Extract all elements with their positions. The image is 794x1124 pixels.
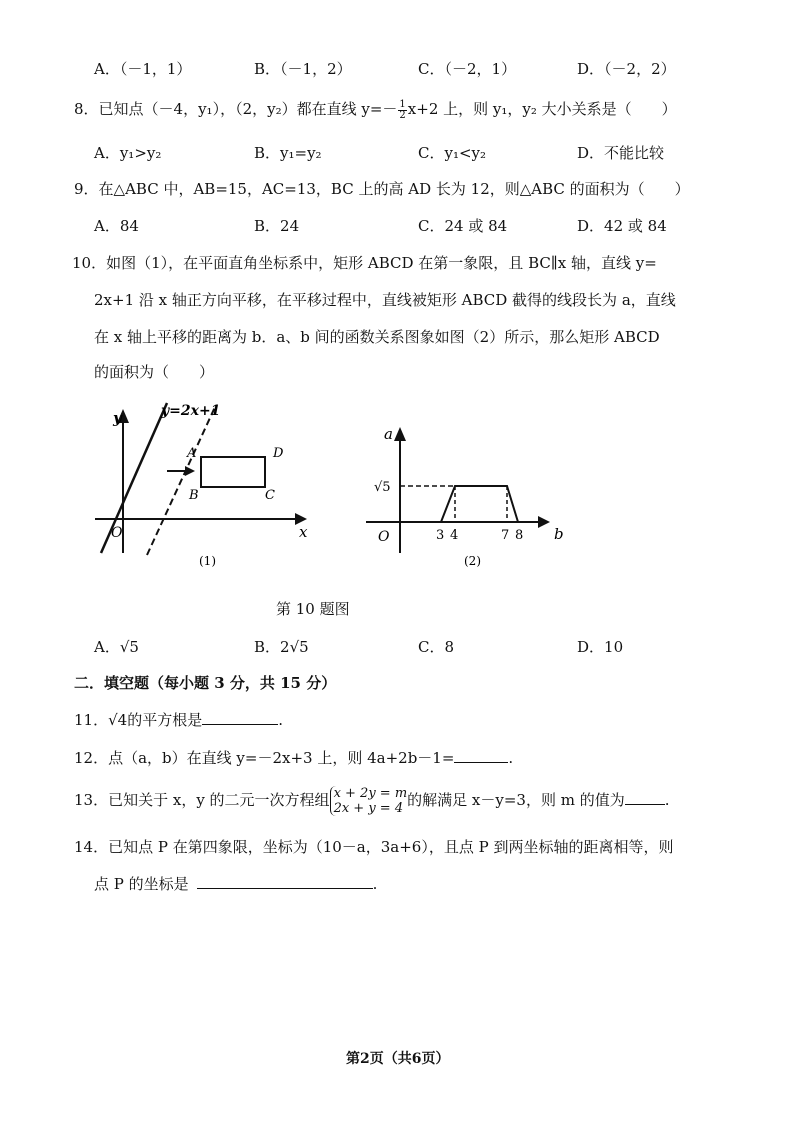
q10-stem-line2: 2x+1 沿 x 轴正方向平移，在平移过程中，直线被矩形 ABCD 截得的线段长为 a，直线 <box>94 291 676 309</box>
q8-stem-part1: 8．已知点（－4，y₁），（2，y₂）都在直线 y=－ <box>74 100 398 118</box>
q14-end: . <box>372 875 378 893</box>
q9-option-c: C．24 或 84 <box>418 217 508 235</box>
q10-stem-line1: 10．如图（1），在平面直角坐标系中，矩形 ABCD 在第一象限，且 BC∥x 轴，直线 y= <box>72 254 657 272</box>
q14-stem: 点 P 的坐标是 <box>94 875 189 893</box>
q10-figure-2 <box>360 393 570 573</box>
q7-option-d: D．（－2，2） <box>577 60 676 78</box>
fig2-y-label: a <box>384 425 393 443</box>
section-2-title: 二．填空题（每小题 3 分，共 15 分） <box>74 674 337 692</box>
q13-eq2: 2x + y = 4 <box>333 801 404 816</box>
fig2-x-arrow <box>538 516 550 528</box>
q9-option-b: B．24 <box>254 217 300 235</box>
q8-option-d: D．不能比较 <box>577 144 665 162</box>
q10-option-c: C．8 <box>418 638 455 656</box>
q10-option-a: A．√5 <box>94 638 139 656</box>
fig1-line-dashed <box>147 407 215 555</box>
q8-option-b: B．y₁=y₂ <box>254 144 322 162</box>
q8-fraction-denominator: 2 <box>399 109 406 121</box>
q11-stem: 11．√4的平方根是 <box>74 711 203 729</box>
q13-stem-part1: 13．已知关于 x，y 的二元一次方程组 <box>74 791 330 809</box>
q7-option-a: A．（－1，1） <box>94 60 192 78</box>
fig1-point-c: C <box>265 488 275 503</box>
fig1-origin-label: O <box>111 525 123 541</box>
q12-answer-blank[interactable] <box>454 748 508 763</box>
q8-fraction <box>398 100 406 121</box>
q13-equation-system <box>330 786 408 816</box>
fig2-x-tick-8: 8 <box>515 528 524 543</box>
q9-option-d: D．42 或 84 <box>577 217 667 235</box>
q14-answer-blank[interactable] <box>197 874 373 889</box>
q10-figure-title: 第 10 题图 <box>276 600 350 618</box>
fig2-x-tick-4: 4 <box>450 528 459 543</box>
fig1-point-a: A <box>187 446 197 461</box>
page-footer: 第2页（共6页） <box>346 1051 450 1067</box>
fig1-rectangle-abcd <box>201 457 265 487</box>
q14-line1: 14．已知点 P 在第四象限，坐标为（10－a，3a+6），且点 P 到两坐标轴的距离相等，则 <box>74 838 674 856</box>
fig2-y-arrow <box>394 427 406 441</box>
q8-stem <box>74 98 677 121</box>
fig2-y-tick-sqrt5: √5 <box>374 480 391 495</box>
fig1-x-label: x <box>299 523 308 541</box>
q11 <box>74 709 283 730</box>
q11-end: . <box>278 711 283 729</box>
q10-option-d: D．10 <box>577 638 624 656</box>
q13-eq1: x + 2y = m <box>333 786 408 801</box>
q8-option-c: C．y₁<y₂ <box>418 144 487 162</box>
fig1-point-d: D <box>273 446 284 461</box>
fig2-x-label: b <box>554 525 564 543</box>
q13 <box>74 786 670 816</box>
fig2-origin-label: O <box>378 529 390 545</box>
fig1-y-label: y <box>113 409 122 427</box>
fig1-caption: (1) <box>199 554 216 568</box>
q12-end: . <box>508 749 514 767</box>
q10-option-b: B．2√5 <box>254 638 309 656</box>
q14-line2 <box>94 873 377 894</box>
fig1-point-b: B <box>189 488 199 503</box>
q13-answer-blank[interactable] <box>625 790 665 805</box>
q9-option-a: A．84 <box>94 217 139 235</box>
q13-end: . <box>664 791 670 809</box>
q9-stem: 9．在△ABC 中，AB=15，AC=13，BC 上的高 AD 长为 12，则△ABC 的面积为（ ） <box>74 180 690 198</box>
q7-option-c: C．（－2，1） <box>418 60 517 78</box>
fig2-caption: (2) <box>464 554 481 568</box>
q11-answer-blank[interactable] <box>202 710 278 725</box>
q13-stem-part2: 的解满足 x－y=3，则 m 的值为 <box>407 791 625 809</box>
fig1-line-label: y=2x+1 <box>161 403 221 419</box>
q10-stem-line4: 的面积为（ ） <box>94 363 215 381</box>
q8-fraction-numerator: 1 <box>399 98 406 110</box>
q8-stem-part2: x+2 上，则 y₁，y₂ 大小关系是（ ） <box>407 100 677 118</box>
fig2-x-tick-7: 7 <box>501 528 510 543</box>
q12 <box>74 747 513 768</box>
q7-option-b: B．（－1，2） <box>254 60 352 78</box>
fig1-translation-arrowhead <box>185 466 195 476</box>
q8-option-a: A．y₁>y₂ <box>94 144 162 162</box>
q12-stem: 12．点（a，b）在直线 y=－2x+3 上，则 4a+2b－1= <box>74 749 455 767</box>
q10-figure-1 <box>85 393 325 573</box>
fig2-x-tick-3: 3 <box>436 528 445 543</box>
q10-stem-line3: 在 x 轴上平移的距离为 b．a、b 间的函数关系图象如图（2）所示，那么矩形 ABCD <box>94 328 660 346</box>
